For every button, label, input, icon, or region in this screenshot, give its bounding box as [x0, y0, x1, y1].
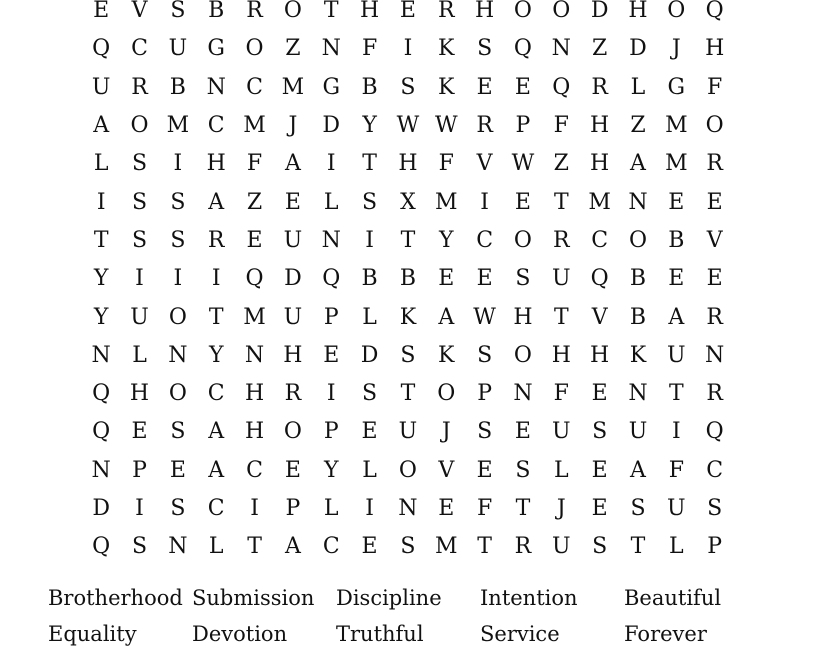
grid-letter: R — [553, 227, 570, 253]
grid-letter: P — [285, 496, 301, 521]
grid-letter: E — [668, 266, 685, 292]
grid-letter: Q — [245, 266, 264, 292]
grid-letter: F — [476, 496, 493, 521]
grid-letter: E — [438, 266, 455, 292]
grid-letter: H — [590, 342, 610, 368]
grid-letter: H — [244, 381, 265, 407]
grid-row — [82, 298, 734, 336]
grid-letter: P — [323, 304, 339, 330]
grid-letter: P — [515, 113, 531, 139]
grid-letter: I — [250, 496, 259, 521]
grid-letter: E — [361, 534, 378, 560]
grid-letter: E — [706, 189, 723, 215]
grid-letter: O — [283, 0, 302, 24]
grid-row — [82, 375, 734, 413]
grid-letter: W — [473, 304, 496, 330]
grid-letter: Y — [323, 457, 339, 483]
grid-letter: F — [707, 74, 723, 100]
grid-row — [82, 528, 734, 566]
grid-letter: D — [590, 0, 609, 24]
grid-letter: E — [323, 342, 340, 368]
grid-letter: T — [515, 496, 531, 521]
grid-letter: C — [591, 227, 609, 253]
grid-letter: C — [476, 227, 494, 253]
grid-letter: U — [552, 419, 571, 445]
grid-letter: C — [706, 457, 724, 483]
grid-letter: J — [288, 113, 298, 139]
grid-letter: C — [131, 36, 148, 62]
grid-letter: H — [206, 151, 226, 177]
grid-letter: H — [283, 342, 303, 368]
grid-letter: L — [323, 496, 339, 521]
grid-letter: O — [705, 113, 724, 139]
word-list-item: Submission — [192, 586, 315, 610]
letter-grid — [82, 0, 734, 566]
word-list-item: Equality — [48, 622, 137, 646]
grid-letter: S — [515, 457, 531, 483]
grid-letter: P — [707, 534, 723, 560]
grid-letter: R — [514, 534, 532, 560]
grid-letter: A — [438, 304, 455, 330]
grid-letter: F — [246, 151, 263, 177]
grid-letter: L — [553, 457, 569, 483]
grid-letter: U — [130, 304, 149, 330]
grid-letter: S — [131, 227, 148, 253]
grid-letter: Q — [92, 36, 111, 62]
grid-letter: U — [283, 227, 303, 253]
grid-row — [82, 337, 734, 375]
grid-letter: T — [400, 227, 416, 253]
grid-letter: O — [513, 0, 532, 24]
grid-letter: A — [208, 457, 225, 483]
grid-letter: B — [668, 227, 685, 253]
grid-letter: O — [513, 342, 532, 368]
grid-letter: O — [437, 381, 456, 407]
grid-letter: V — [706, 227, 723, 253]
grid-letter: N — [91, 457, 111, 483]
grid-letter: R — [246, 0, 263, 24]
grid-letter: D — [284, 266, 302, 292]
grid-letter: B — [361, 266, 378, 292]
grid-letter: M — [588, 189, 611, 215]
grid-letter: N — [628, 189, 648, 215]
grid-letter: S — [170, 496, 186, 521]
grid-letter: C — [246, 457, 263, 483]
grid-letter: B — [361, 74, 378, 100]
grid-letter: K — [629, 342, 647, 368]
grid-letter: S — [170, 419, 186, 445]
grid-letter: S — [131, 189, 148, 215]
grid-letter: U — [283, 304, 303, 330]
grid-letter: Y — [93, 304, 109, 330]
grid-letter: P — [477, 381, 493, 407]
grid-letter: K — [438, 74, 455, 100]
grid-letter: G — [667, 74, 686, 100]
word-list-item: Beautiful — [624, 586, 722, 610]
grid-letter: K — [399, 304, 417, 330]
grid-letter: S — [630, 496, 646, 521]
grid-letter: H — [513, 304, 533, 330]
grid-letter: Y — [93, 266, 109, 292]
grid-letter: G — [322, 74, 341, 100]
grid-letter: S — [592, 419, 608, 445]
grid-letter: S — [131, 534, 148, 560]
grid-row — [82, 222, 734, 260]
grid-letter: P — [323, 419, 339, 445]
word-list-item: Discipline — [336, 586, 442, 610]
grid-letter: E — [476, 74, 493, 100]
grid-letter: M — [435, 189, 458, 215]
grid-letter: E — [668, 189, 685, 215]
grid-letter: T — [553, 304, 569, 330]
grid-letter: T — [553, 189, 569, 215]
grid-letter: F — [438, 151, 454, 177]
grid-letter: T — [323, 0, 339, 24]
grid-letter: E — [284, 189, 301, 215]
grid-letter: E — [169, 457, 186, 483]
grid-letter: I — [671, 419, 681, 445]
grid-letter: Z — [285, 36, 301, 62]
grid-letter: I — [365, 227, 374, 253]
grid-letter: U — [168, 36, 188, 62]
grid-row — [82, 260, 734, 298]
grid-letter: D — [629, 36, 647, 62]
grid-letter: L — [630, 74, 646, 100]
grid-letter: L — [208, 534, 224, 560]
grid-letter: I — [403, 36, 413, 62]
grid-letter: H — [628, 0, 648, 24]
grid-letter: Y — [439, 227, 454, 253]
grid-letter: B — [629, 266, 647, 292]
grid-letter: S — [477, 36, 493, 62]
grid-letter: O — [628, 227, 647, 253]
grid-row — [82, 183, 734, 221]
grid-letter: I — [480, 189, 489, 215]
grid-letter: Y — [362, 113, 377, 139]
grid-letter: O — [552, 0, 571, 24]
grid-letter: U — [552, 266, 571, 292]
grid-letter: N — [321, 227, 341, 253]
grid-letter: B — [399, 266, 416, 292]
grid-letter: S — [170, 0, 186, 24]
word-list-item: Service — [480, 622, 560, 646]
grid-letter: M — [665, 151, 688, 177]
grid-letter: M — [166, 113, 190, 139]
grid-letter: R — [706, 151, 723, 177]
grid-letter: S — [515, 266, 531, 292]
grid-letter: E — [514, 189, 531, 215]
grid-letter: U — [628, 419, 648, 445]
grid-letter: C — [207, 496, 225, 521]
grid-letter: X — [400, 189, 416, 215]
grid-letter: O — [513, 227, 532, 253]
grid-letter: F — [553, 113, 569, 139]
grid-letter: O — [245, 36, 264, 62]
grid-row — [82, 145, 734, 183]
grid-letter: S — [400, 342, 416, 368]
grid-letter: A — [668, 304, 685, 330]
grid-letter: V — [591, 304, 608, 330]
grid-letter: S — [362, 381, 378, 407]
grid-letter: U — [667, 342, 686, 368]
grid-letter: S — [170, 227, 186, 253]
grid-letter: Q — [322, 266, 341, 292]
grid-letter: S — [592, 534, 608, 560]
grid-letter: N — [206, 74, 226, 100]
grid-letter: Q — [705, 0, 724, 24]
grid-letter: O — [168, 304, 187, 330]
grid-letter: L — [323, 189, 339, 215]
grid-letter: E — [438, 496, 455, 521]
grid-letter: V — [438, 457, 455, 483]
grid-letter: Y — [208, 342, 224, 368]
grid-letter: Q — [552, 74, 571, 100]
grid-letter: A — [208, 189, 225, 215]
grid-letter: N — [513, 381, 533, 407]
grid-letter: I — [135, 496, 144, 521]
grid-letter: L — [362, 457, 377, 483]
grid-row — [82, 30, 734, 68]
grid-letter: V — [131, 0, 148, 24]
grid-letter: L — [132, 342, 147, 368]
grid-letter: N — [91, 342, 111, 368]
grid-letter: A — [93, 113, 110, 139]
grid-row — [82, 452, 734, 490]
grid-letter: F — [553, 381, 569, 407]
grid-letter: D — [322, 113, 341, 139]
grid-letter: A — [284, 534, 301, 560]
grid-letter: M — [665, 113, 688, 139]
grid-letter: B — [629, 304, 647, 330]
grid-letter: A — [208, 419, 225, 445]
grid-letter: A — [630, 457, 646, 483]
word-list — [48, 580, 778, 652]
grid-letter: E — [476, 266, 493, 292]
grid-letter: C — [207, 113, 225, 139]
grid-letter: E — [93, 0, 110, 24]
grid-letter: E — [514, 74, 531, 100]
grid-letter: T — [208, 304, 224, 330]
grid-letter: F — [668, 457, 684, 483]
grid-letter: O — [130, 113, 149, 139]
grid-letter: R — [591, 74, 608, 100]
grid-letter: Q — [590, 266, 609, 292]
grid-letter: O — [667, 0, 686, 24]
grid-letter: O — [168, 381, 187, 407]
grid-letter: I — [135, 266, 144, 292]
grid-letter: M — [243, 113, 266, 139]
word-list-item: Truthful — [336, 622, 424, 646]
grid-letter: Z — [246, 189, 263, 215]
grid-letter: P — [132, 457, 147, 483]
grid-letter: G — [207, 36, 225, 62]
grid-letter: Z — [630, 113, 646, 139]
grid-letter: N — [705, 342, 725, 368]
grid-letter: S — [131, 151, 148, 177]
grid-letter: H — [551, 342, 571, 368]
grid-letter: L — [362, 304, 377, 330]
grid-letter: R — [131, 74, 148, 100]
grid-letter: S — [707, 496, 723, 521]
grid-letter: R — [476, 113, 493, 139]
grid-letter: K — [438, 342, 455, 368]
grid-letter: S — [170, 189, 186, 215]
grid-letter: E — [284, 457, 301, 483]
grid-letter: M — [281, 74, 305, 100]
grid-letter: C — [246, 74, 263, 100]
grid-letter: H — [590, 113, 610, 139]
grid-letter: E — [361, 419, 378, 445]
grid-letter: C — [322, 534, 340, 560]
word-list-item: Intention — [480, 586, 578, 610]
grid-letter: E — [591, 457, 608, 483]
grid-letter: E — [706, 266, 723, 292]
grid-letter: O — [283, 419, 302, 445]
grid-letter: Q — [92, 534, 111, 560]
grid-letter: F — [361, 36, 378, 62]
grid-letter: T — [668, 381, 684, 407]
grid-letter: U — [91, 74, 111, 100]
grid-letter: I — [173, 151, 183, 177]
grid-letter: S — [400, 74, 416, 100]
grid-letter: O — [398, 457, 417, 483]
grid-letter: S — [400, 534, 416, 560]
grid-letter: R — [284, 381, 302, 407]
grid-letter: W — [396, 113, 420, 139]
grid-letter: I — [326, 381, 336, 407]
grid-letter: E — [476, 457, 493, 483]
grid-letter: T — [400, 381, 416, 407]
grid-letter: M — [243, 304, 266, 330]
grid-letter: N — [398, 496, 418, 521]
grid-letter: E — [514, 419, 531, 445]
grid-letter: T — [247, 534, 262, 560]
grid-letter: L — [93, 151, 109, 177]
grid-letter: E — [131, 419, 148, 445]
grid-letter: S — [362, 189, 378, 215]
grid-letter: R — [437, 0, 455, 24]
grid-letter: N — [244, 342, 265, 368]
grid-letter: I — [173, 266, 183, 292]
grid-row — [82, 0, 734, 30]
grid-letter: H — [398, 151, 418, 177]
grid-letter: L — [669, 534, 684, 560]
grid-letter: T — [477, 534, 492, 560]
grid-letter: Q — [92, 381, 111, 407]
grid-letter: J — [441, 419, 451, 445]
grid-letter: J — [556, 496, 566, 521]
grid-letter: V — [476, 151, 493, 177]
grid-letter: H — [359, 0, 380, 24]
grid-letter: U — [667, 496, 686, 521]
grid-letter: Z — [591, 36, 608, 62]
grid-letter: I — [326, 151, 336, 177]
grid-letter: I — [365, 496, 374, 521]
grid-row — [82, 69, 734, 107]
grid-letter: H — [475, 0, 495, 24]
grid-row — [82, 413, 734, 451]
grid-letter: N — [168, 342, 188, 368]
grid-letter: H — [590, 151, 610, 177]
grid-letter: T — [93, 227, 109, 253]
grid-letter: A — [284, 151, 301, 177]
grid-letter: S — [477, 342, 493, 368]
grid-letter: U — [398, 419, 418, 445]
grid-letter: T — [630, 534, 646, 560]
grid-letter: N — [168, 534, 188, 560]
grid-letter: H — [129, 381, 150, 407]
grid-letter: D — [360, 342, 379, 368]
word-list-item: Brotherhood — [48, 586, 183, 610]
grid-letter: T — [362, 151, 377, 177]
grid-letter: J — [671, 36, 681, 62]
grid-letter: K — [438, 36, 455, 62]
grid-letter: H — [244, 419, 265, 445]
grid-letter: N — [551, 36, 571, 62]
grid-letter: E — [591, 381, 608, 407]
grid-letter: R — [706, 304, 723, 330]
grid-letter: B — [169, 74, 186, 100]
grid-letter: D — [92, 496, 110, 521]
grid-letter: Q — [92, 419, 111, 445]
grid-letter: W — [511, 151, 535, 177]
grid-letter: R — [207, 227, 225, 253]
grid-letter: C — [207, 381, 225, 407]
grid-letter: Q — [705, 419, 724, 445]
grid-letter: M — [435, 534, 458, 560]
grid-letter: H — [705, 36, 725, 62]
grid-letter: Q — [513, 36, 532, 62]
word-list-item: Forever — [624, 622, 707, 646]
grid-letter: R — [706, 381, 723, 407]
grid-letter: N — [628, 381, 648, 407]
grid-letter: B — [208, 0, 225, 24]
grid-letter: N — [321, 36, 341, 62]
grid-row — [82, 107, 734, 145]
grid-letter: Z — [553, 151, 569, 177]
grid-letter: A — [630, 151, 646, 177]
grid-letter: I — [96, 189, 106, 215]
grid-letter: E — [246, 227, 263, 253]
grid-letter: E — [399, 0, 416, 24]
grid-letter: U — [552, 534, 571, 560]
grid-letter: E — [591, 496, 608, 521]
grid-letter: W — [434, 113, 458, 139]
grid-row — [82, 490, 734, 528]
grid-letter: I — [211, 266, 221, 292]
grid-letter: S — [477, 419, 493, 445]
word-list-item: Devotion — [192, 622, 288, 646]
